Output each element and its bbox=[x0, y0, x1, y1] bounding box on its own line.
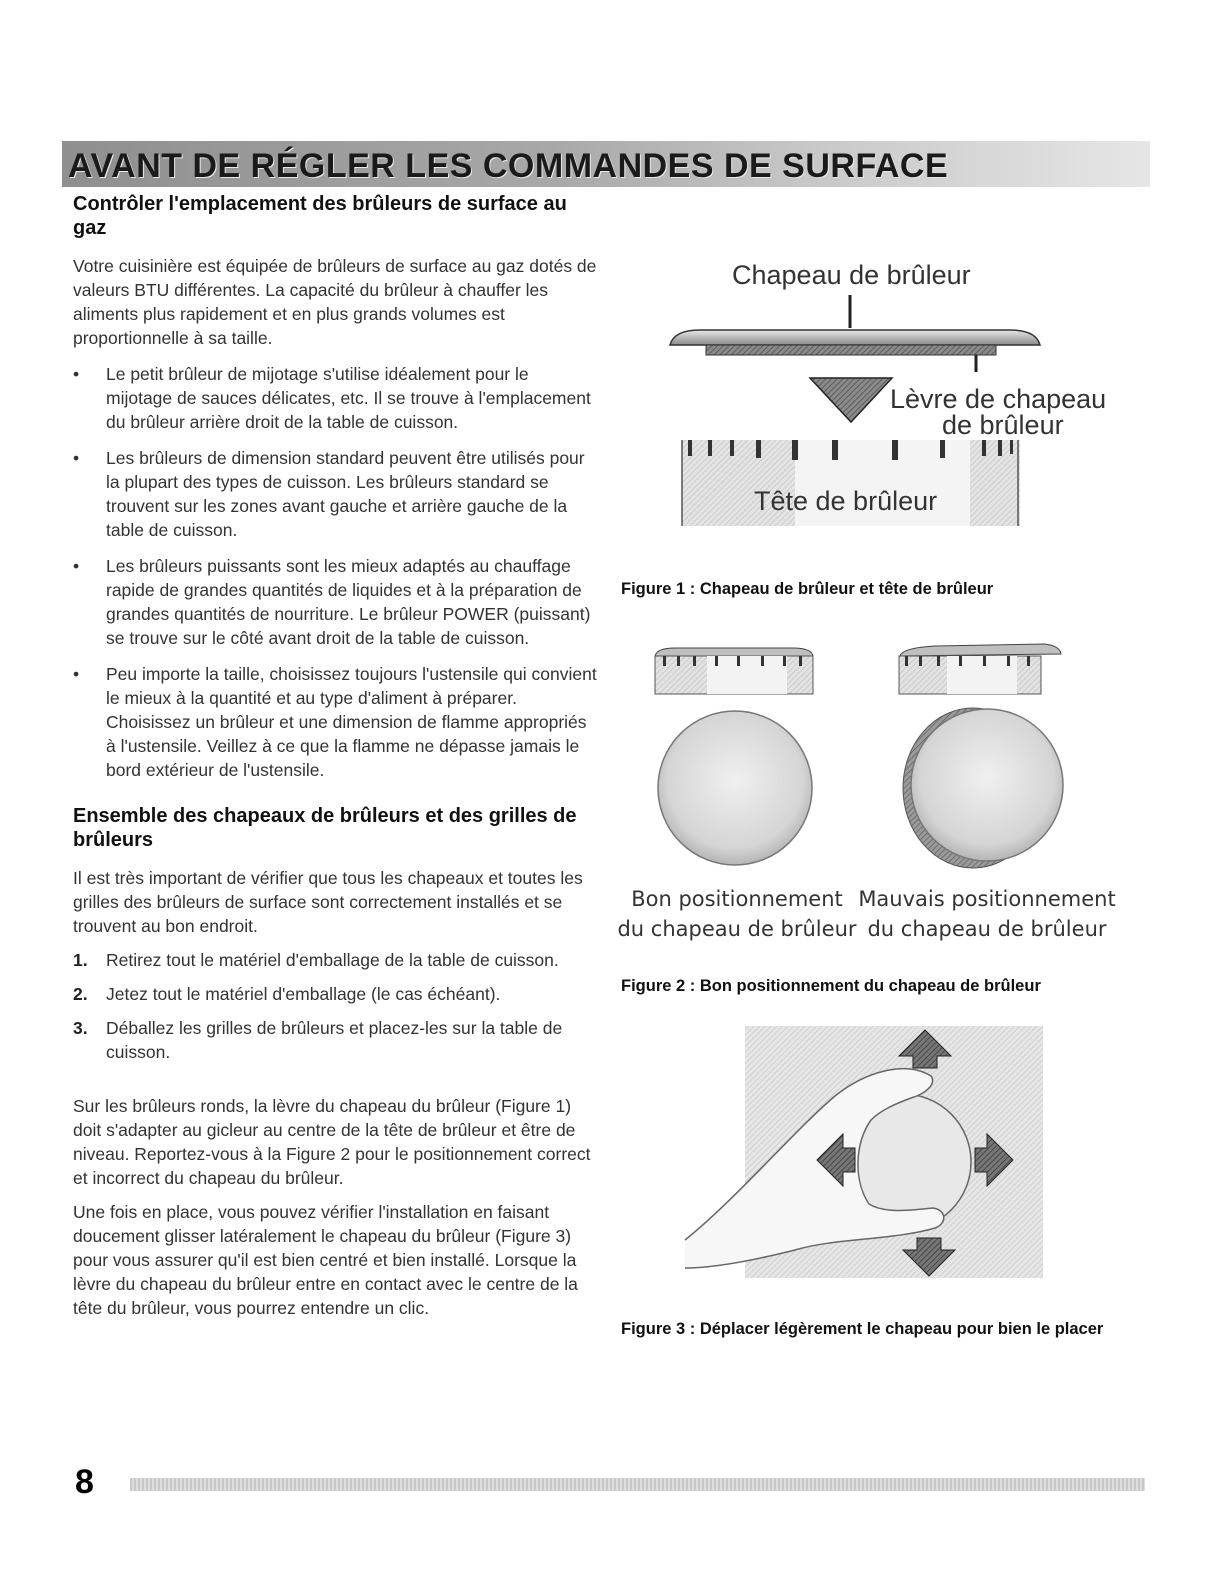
step-item bbox=[73, 982, 598, 1006]
list-item bbox=[73, 446, 598, 542]
figure1-caption: Figure 1 : Chapeau de brûleur et tête de brûleur bbox=[621, 580, 994, 598]
good-position-label-line2: du chapeau de brûleur bbox=[617, 917, 857, 941]
section2-paragraph-1: Sur les brûleurs ronds, la lèvre du chapeau du brûleur (Figure 1) doit s'adapter au gicleur au centre de la tête de brûleur et être de niveau. Reportez-vous à la Figure 2 pour le positionnement correct et incorrect du chapeau du brûleur. bbox=[73, 1096, 591, 1188]
list-item-text: Les brûleurs puissants sont les mieux adaptés au chauffage rapide de grandes quantités de liquides et à la préparation de grandes quantités de nourriture. Le brûleur POWER (puissant) se trouve sur le côté avant droit de la table de cuisson. bbox=[106, 556, 591, 648]
left-column bbox=[73, 192, 598, 1320]
step-number: 1. bbox=[73, 950, 88, 970]
bullet-icon: • bbox=[73, 364, 80, 384]
burner-cap-shape bbox=[670, 330, 1040, 345]
page-number: 8 bbox=[75, 1463, 94, 1501]
figure1-burner-diagram bbox=[660, 250, 1140, 550]
step-text: Déballez les grilles de brûleurs et placez-les sur la table de cuisson. bbox=[106, 1018, 563, 1062]
figure2-cap-positioning bbox=[615, 630, 1135, 950]
section1-bullets bbox=[73, 362, 598, 782]
step-text: Retirez tout le matériel d'emballage de la table de cuisson. bbox=[106, 950, 559, 970]
figure3-caption: Figure 3 : Déplacer légèrement le chapeau pour bien le placer bbox=[621, 1320, 1104, 1338]
figure3-slide-cap bbox=[675, 1020, 1055, 1282]
bad-position-label-line1: Mauvais positionnement bbox=[858, 887, 1116, 911]
bullet-icon: • bbox=[73, 448, 80, 468]
label-cap-lip-line1: Lèvre de chapeau bbox=[890, 384, 1107, 414]
section2-steps bbox=[73, 948, 598, 1064]
label-burner-head: Tête de brûleur bbox=[754, 486, 938, 516]
list-item-text: Peu importe la taille, choisissez toujours l'ustensile qui convient le mieux à la quantité et au type d'aliment à préparer. Choisissez un brûleur et une dimension de flamme appropriés à l'ustensile. Veillez à ce que la flamme ne dépasse jamais le bord extérieur de l'ustensile. bbox=[106, 664, 597, 780]
section1-title: Contrôler l'emplacement des brûleurs de surface au gaz bbox=[73, 193, 567, 239]
step-number: 2. bbox=[73, 984, 88, 1004]
bad-position-label-line2: du chapeau de brûleur bbox=[867, 917, 1107, 941]
step-text: Jetez tout le matériel d'emballage (le cas échéant). bbox=[106, 984, 501, 1004]
step-item bbox=[73, 948, 598, 972]
label-cap-lip-line2: de brûleur bbox=[942, 410, 1064, 440]
section2-intro: Il est très important de vérifier que tous les chapeaux et toutes les grilles des brûleurs de surface sont correctement installés et se trouvent au bon endroit. bbox=[73, 868, 583, 936]
burner-cap-lip-shape bbox=[706, 345, 996, 355]
label-burner-cap: Chapeau de brûleur bbox=[732, 260, 971, 290]
good-position-label-line1: Bon positionnement bbox=[631, 887, 843, 911]
arrow-down-icon bbox=[810, 378, 892, 422]
section2-paragraph-2: Une fois en place, vous pouvez vérifier l'installation en faisant doucement glisser latéralement le chapeau du brûleur (Figure 3) pour vous assurer qu'il est bien centré et bien installé. Lorsque la lèvre du chapeau du brûleur entre en contact avec le centre de la tête du brûleur, vous pourrez entendre un clic. bbox=[73, 1202, 578, 1318]
bullet-icon: • bbox=[73, 556, 80, 576]
section2-title: Ensemble des chapeaux de brûleurs et des grilles de brûleurs bbox=[73, 805, 577, 851]
list-item-text: Le petit brûleur de mijotage s'utilise idéalement pour le mijotage de sauces délicates, etc. Il se trouve à l'emplacement du brûleur arrière droit de la table de cuisson. bbox=[106, 364, 591, 432]
page-title: AVANT DE RÉGLER LES COMMANDES DE SURFACE bbox=[68, 147, 949, 185]
list-item bbox=[73, 362, 598, 434]
list-item bbox=[73, 662, 598, 782]
section1-intro: Votre cuisinière est équipée de brûleurs de surface au gaz dotés de valeurs BTU différentes. La capacité du brûleur à chauffer les aliments plus rapidement et en plus grands volumes est proportionnelle à sa taille. bbox=[73, 256, 597, 348]
bad-position-illustration bbox=[899, 644, 1063, 868]
list-item-text: Les brûleurs de dimension standard peuvent être utilisés pour la plupart des types de cuisson. Les brûleurs standard se trouvent sur les zones avant gauche et arrière gauche de la table de cuisson. bbox=[106, 448, 585, 540]
list-item bbox=[73, 554, 598, 650]
footer-bar bbox=[130, 1478, 1145, 1491]
section-banner bbox=[62, 141, 1150, 187]
good-position-illustration bbox=[655, 648, 813, 865]
step-item bbox=[73, 1016, 598, 1064]
figure2-caption: Figure 2 : Bon positionnement du chapeau de brûleur bbox=[621, 977, 1041, 995]
step-number: 3. bbox=[73, 1018, 88, 1038]
bullet-icon: • bbox=[73, 664, 80, 684]
